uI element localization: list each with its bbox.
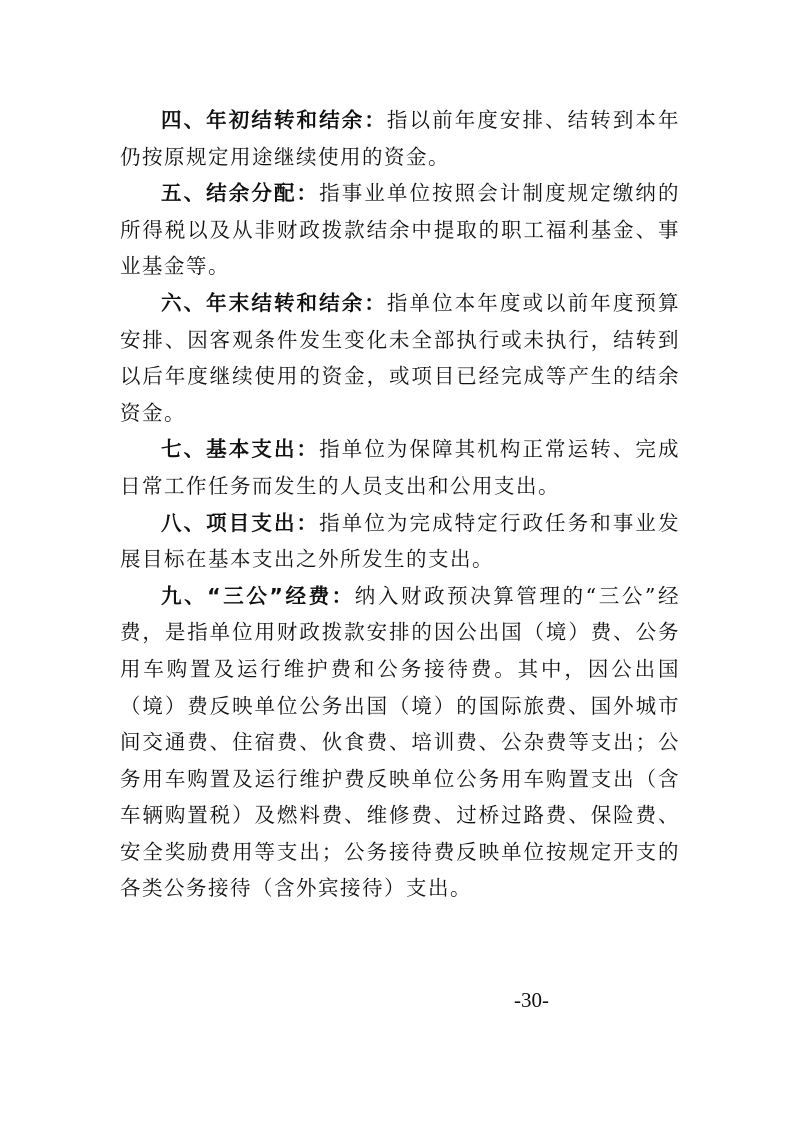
paragraph-project-expenditure (120, 505, 680, 578)
term-heading: 四、年初结转和结余： (161, 108, 387, 132)
term-definition: 指单位为完成特定行政任务和事业发展目标在基本支出之外所发生的支出。 (120, 510, 681, 572)
term-definition: 指事业单位按照会计制度规定缴纳的所得税以及从非财政拨款结余中提取的职工福利基金、事业基金等。 (120, 181, 681, 279)
term-heading: 五、结余分配： (161, 181, 320, 206)
paragraph-three-public-expenses (120, 578, 680, 907)
term-definition: 指以前年度安排、结转到本年仍按原规定用途继续使用的资金。 (120, 108, 681, 169)
term-heading: 七、基本支出： (161, 437, 320, 462)
paragraph-surplus-distribution (120, 175, 680, 285)
term-definition: 纳入财政预决算管理的“三公”经费，是指单位用财政拨款安排的因公出国（境）费、公务用车购置及运行维护费和公务接待费。其中，因公出国（境）费反映单位公务出国（境）的国际旅费、国外城市间交通费、住宿费、伙食费、培训费、公杂费等支出；公务用车购置及运行维护费反映单位公务用车购置支出（含车辆购置税）及燃料费、维修费、过桥过路费、保险费、安全奖励费用等支出；公务接待费反映单位按规定开支的各类公务接待（含外宾接待）支出。 (120, 583, 680, 901)
term-heading: 六、年末结转和结余： (161, 290, 387, 315)
document-body (120, 102, 680, 907)
term-definition: 指单位为保障其机构正常运转、完成日常工作任务而发生的人员支出和公用支出。 (120, 437, 681, 498)
paragraph-basic-expenditure (120, 431, 680, 504)
term-heading: 八、项目支出： (161, 510, 320, 535)
paragraph-carryover-beginning (120, 102, 680, 175)
page-number: -30- (514, 988, 549, 1012)
term-heading: 九、“三公”经费： (161, 583, 355, 608)
term-definition: 指单位本年度或以前年度预算安排、因客观条件发生变化未全部执行或未执行，结转到以后年度继续使用的资金，或项目已经完成等产生的结余资金。 (120, 290, 681, 425)
paragraph-carryover-end (120, 285, 680, 431)
